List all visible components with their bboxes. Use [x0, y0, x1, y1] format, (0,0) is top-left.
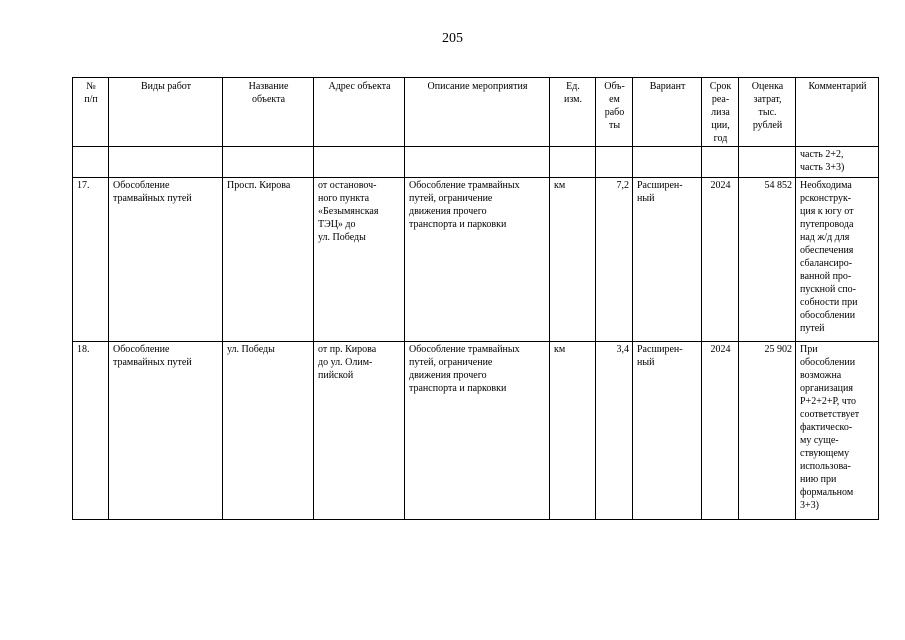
cell-work-type: Обособление трамвайных путей — [109, 342, 223, 520]
header-num: № п/п — [73, 78, 109, 147]
cell-unit: км — [550, 178, 596, 342]
cell-volume: 3,4 — [596, 342, 633, 520]
table-row — [73, 342, 879, 520]
cell-address: от остановоч- ного пункта «Безымянская ТЭЦ» до ул. Победы — [314, 178, 405, 342]
cell-empty — [596, 147, 633, 178]
table-row — [73, 178, 879, 342]
header-object-name: Название объекта — [223, 78, 314, 147]
cell-num: 18. — [73, 342, 109, 520]
cell-comment: Необходима рсконструк- ция к югу от путепровода над ж/д для обеспечения сбалансиро- ванной про- пускной спо- собности при обособлении путей — [796, 178, 879, 342]
cell-variant: Расширен- ный — [633, 342, 702, 520]
cell-empty — [739, 147, 796, 178]
cell-unit: км — [550, 342, 596, 520]
header-term: Срок реа- лиза ции, год — [702, 78, 739, 147]
cell-comment: При обособлении возможна организация Р+2+2+Р, что соответствует фактическо- му суще- ствующему использова- нию при формальном 3+3) — [796, 342, 879, 520]
cell-term: 2024 — [702, 342, 739, 520]
cell-empty — [633, 147, 702, 178]
header-variant: Вариант — [633, 78, 702, 147]
table-row-continuation — [73, 147, 879, 178]
header-address: Адрес объекта — [314, 78, 405, 147]
cell-empty — [405, 147, 550, 178]
cell-cost: 25 902 — [739, 342, 796, 520]
cell-work-type: Обособление трамвайных путей — [109, 178, 223, 342]
header-description: Описание мероприятия — [405, 78, 550, 147]
cell-description: Обособление трамвайных путей, ограничение движения прочего транспорта и парковки — [405, 178, 550, 342]
header-volume: Объ- ем рабо ты — [596, 78, 633, 147]
cell-term: 2024 — [702, 178, 739, 342]
header-unit: Ед. изм. — [550, 78, 596, 147]
cell-object-name: Просп. Кирова — [223, 178, 314, 342]
cell-empty — [702, 147, 739, 178]
cell-empty — [73, 147, 109, 178]
cell-address: от пр. Кирова до ул. Олим- пийской — [314, 342, 405, 520]
cell-cost: 54 852 — [739, 178, 796, 342]
cell-empty — [223, 147, 314, 178]
page-number: 205 — [442, 31, 463, 46]
header-cost: Оценка затрат, тыс. рублей — [739, 78, 796, 147]
cell-volume: 7,2 — [596, 178, 633, 342]
header-work-type: Виды работ — [109, 78, 223, 147]
cell-object-name: ул. Победы — [223, 342, 314, 520]
header-comment: Комментарий — [796, 78, 879, 147]
works-table — [72, 77, 879, 520]
cell-empty — [550, 147, 596, 178]
cell-variant: Расширен- ный — [633, 178, 702, 342]
cell-description: Обособление трамвайных путей, ограничение движения прочего транспорта и парковки — [405, 342, 550, 520]
cell-num: 17. — [73, 178, 109, 342]
cell-comment: часть 2+2, часть 3+3) — [796, 147, 879, 178]
cell-empty — [109, 147, 223, 178]
cell-empty — [314, 147, 405, 178]
table-header-row — [73, 78, 879, 147]
